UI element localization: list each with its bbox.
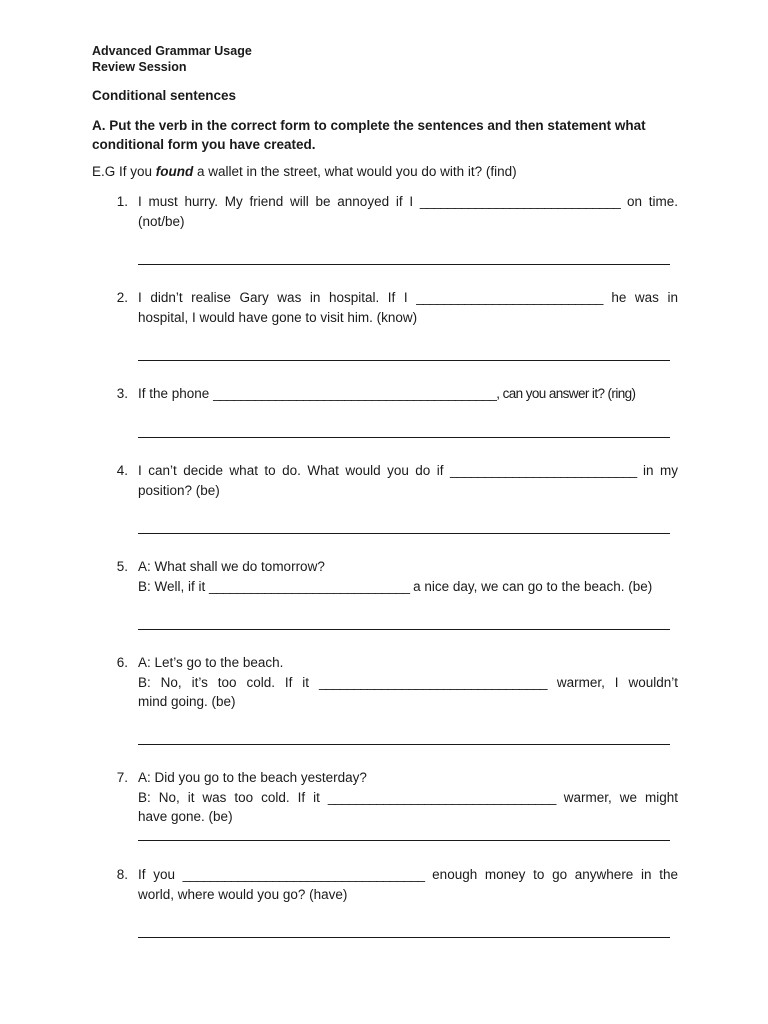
exercise-number: 6. <box>116 655 128 670</box>
text-segment: on time. <box>626 194 678 209</box>
exercise-text <box>138 288 678 327</box>
exercise-line <box>138 288 678 308</box>
exercise-line <box>138 461 678 481</box>
exercise-line <box>138 577 678 597</box>
text-segment: in my <box>643 463 678 478</box>
exercise-number: 1. <box>116 194 128 209</box>
exercise-text <box>138 768 678 827</box>
exercise-text <box>138 557 678 596</box>
exercise-text <box>138 653 678 712</box>
exercise-line <box>138 788 678 808</box>
text-segment: have gone. (be) <box>138 809 233 824</box>
example-prefix: E.G If you <box>92 164 156 179</box>
text-segment: B: Well, if it <box>138 578 206 594</box>
exercise-text <box>138 461 678 500</box>
fill-in-blank[interactable]: _____________________________ <box>209 578 410 594</box>
exercise-number: 3. <box>116 386 128 401</box>
instruction-text: A. Put the verb in the correct form to complete the sentences and then statement what conditional form you have created. <box>92 118 646 152</box>
fill-in-blank[interactable]: _____________________________ <box>419 194 621 209</box>
exercise-line <box>138 768 678 788</box>
exercise-text <box>138 384 678 404</box>
exercise-number: 8. <box>116 867 128 882</box>
example-answer: found <box>155 164 194 179</box>
course-title: Advanced Grammar Usage <box>92 44 252 58</box>
session-title: Review Session <box>92 60 187 74</box>
answer-line[interactable] <box>138 744 670 745</box>
text-segment: A: Let’s go to the beach. <box>138 655 284 670</box>
example-suffix: a wallet in the street, what would you do with it? (find) <box>193 164 517 179</box>
text-segment: A: What shall we do tomorrow? <box>138 559 325 574</box>
text-segment: I didn’t realise Gary was in hospital. If I <box>138 290 408 305</box>
answer-line[interactable] <box>138 629 670 630</box>
text-segment: a nice day, we can go to the beach. (be) <box>413 578 653 594</box>
answer-line[interactable] <box>138 264 670 265</box>
text-segment: I must hurry. My friend will be annoyed if I <box>138 194 414 209</box>
answer-line[interactable] <box>138 437 670 438</box>
exercise-number: 4. <box>116 463 128 478</box>
exercise-text <box>138 865 678 904</box>
text-segment: hospital, I would have gone to visit him. (know) <box>138 309 418 325</box>
exercise-line <box>138 692 678 712</box>
text-segment: B: No, it was too cold. If it <box>138 789 320 805</box>
exercise-line <box>138 865 678 885</box>
text-segment: warmer, I wouldn’t <box>556 674 678 690</box>
exercise-line <box>138 885 678 905</box>
exercise-line <box>138 653 678 673</box>
exercise-line <box>138 673 678 693</box>
exercise-line <box>138 308 678 328</box>
text-segment: (not/be) <box>138 213 185 229</box>
example-sentence <box>92 164 517 179</box>
exercise-line <box>138 807 678 827</box>
exercise-line <box>138 557 678 577</box>
fill-in-blank[interactable]: _________________________________ <box>318 674 547 690</box>
fill-in-blank[interactable]: _________________________________ <box>327 789 556 805</box>
exercise-line <box>138 384 678 404</box>
exercise-number: 7. <box>116 770 128 785</box>
exercise-line <box>138 481 678 501</box>
exercise-number: 5. <box>116 559 128 574</box>
text-segment: enough money to go anywhere in the <box>432 867 678 882</box>
text-segment: If you <box>138 867 175 882</box>
fill-in-blank[interactable]: ___________________________________ <box>182 867 425 882</box>
text-segment: mind going. (be) <box>138 694 236 709</box>
fill-in-blank[interactable]: ___________________________ <box>450 463 637 478</box>
text-segment: position? (be) <box>138 482 220 498</box>
text-segment: If the phone <box>138 386 210 401</box>
text-segment: B: No, it’s too cold. If it <box>138 674 310 690</box>
fill-in-blank[interactable]: _________________________________________, can you answer it? (ring) <box>213 386 636 401</box>
answer-line[interactable] <box>138 840 670 841</box>
exercise-number: 2. <box>116 290 128 305</box>
exercise-line <box>138 212 678 232</box>
text-segment: A: Did you go to the beach yesterday? <box>138 770 367 785</box>
answer-line[interactable] <box>138 533 670 534</box>
text-segment: he was in <box>611 290 678 305</box>
section-title: Conditional sentences <box>92 88 237 103</box>
text-segment: world, where would you go? (have) <box>138 886 348 902</box>
text-segment: I can’t decide what to do. What would you do if <box>138 463 444 478</box>
answer-line[interactable] <box>138 360 670 361</box>
text-segment: warmer, we might <box>563 789 678 805</box>
answer-line[interactable] <box>138 937 670 938</box>
fill-in-blank[interactable]: ___________________________ <box>416 290 603 305</box>
exercise-line <box>138 192 678 212</box>
exercise-text <box>138 192 678 231</box>
